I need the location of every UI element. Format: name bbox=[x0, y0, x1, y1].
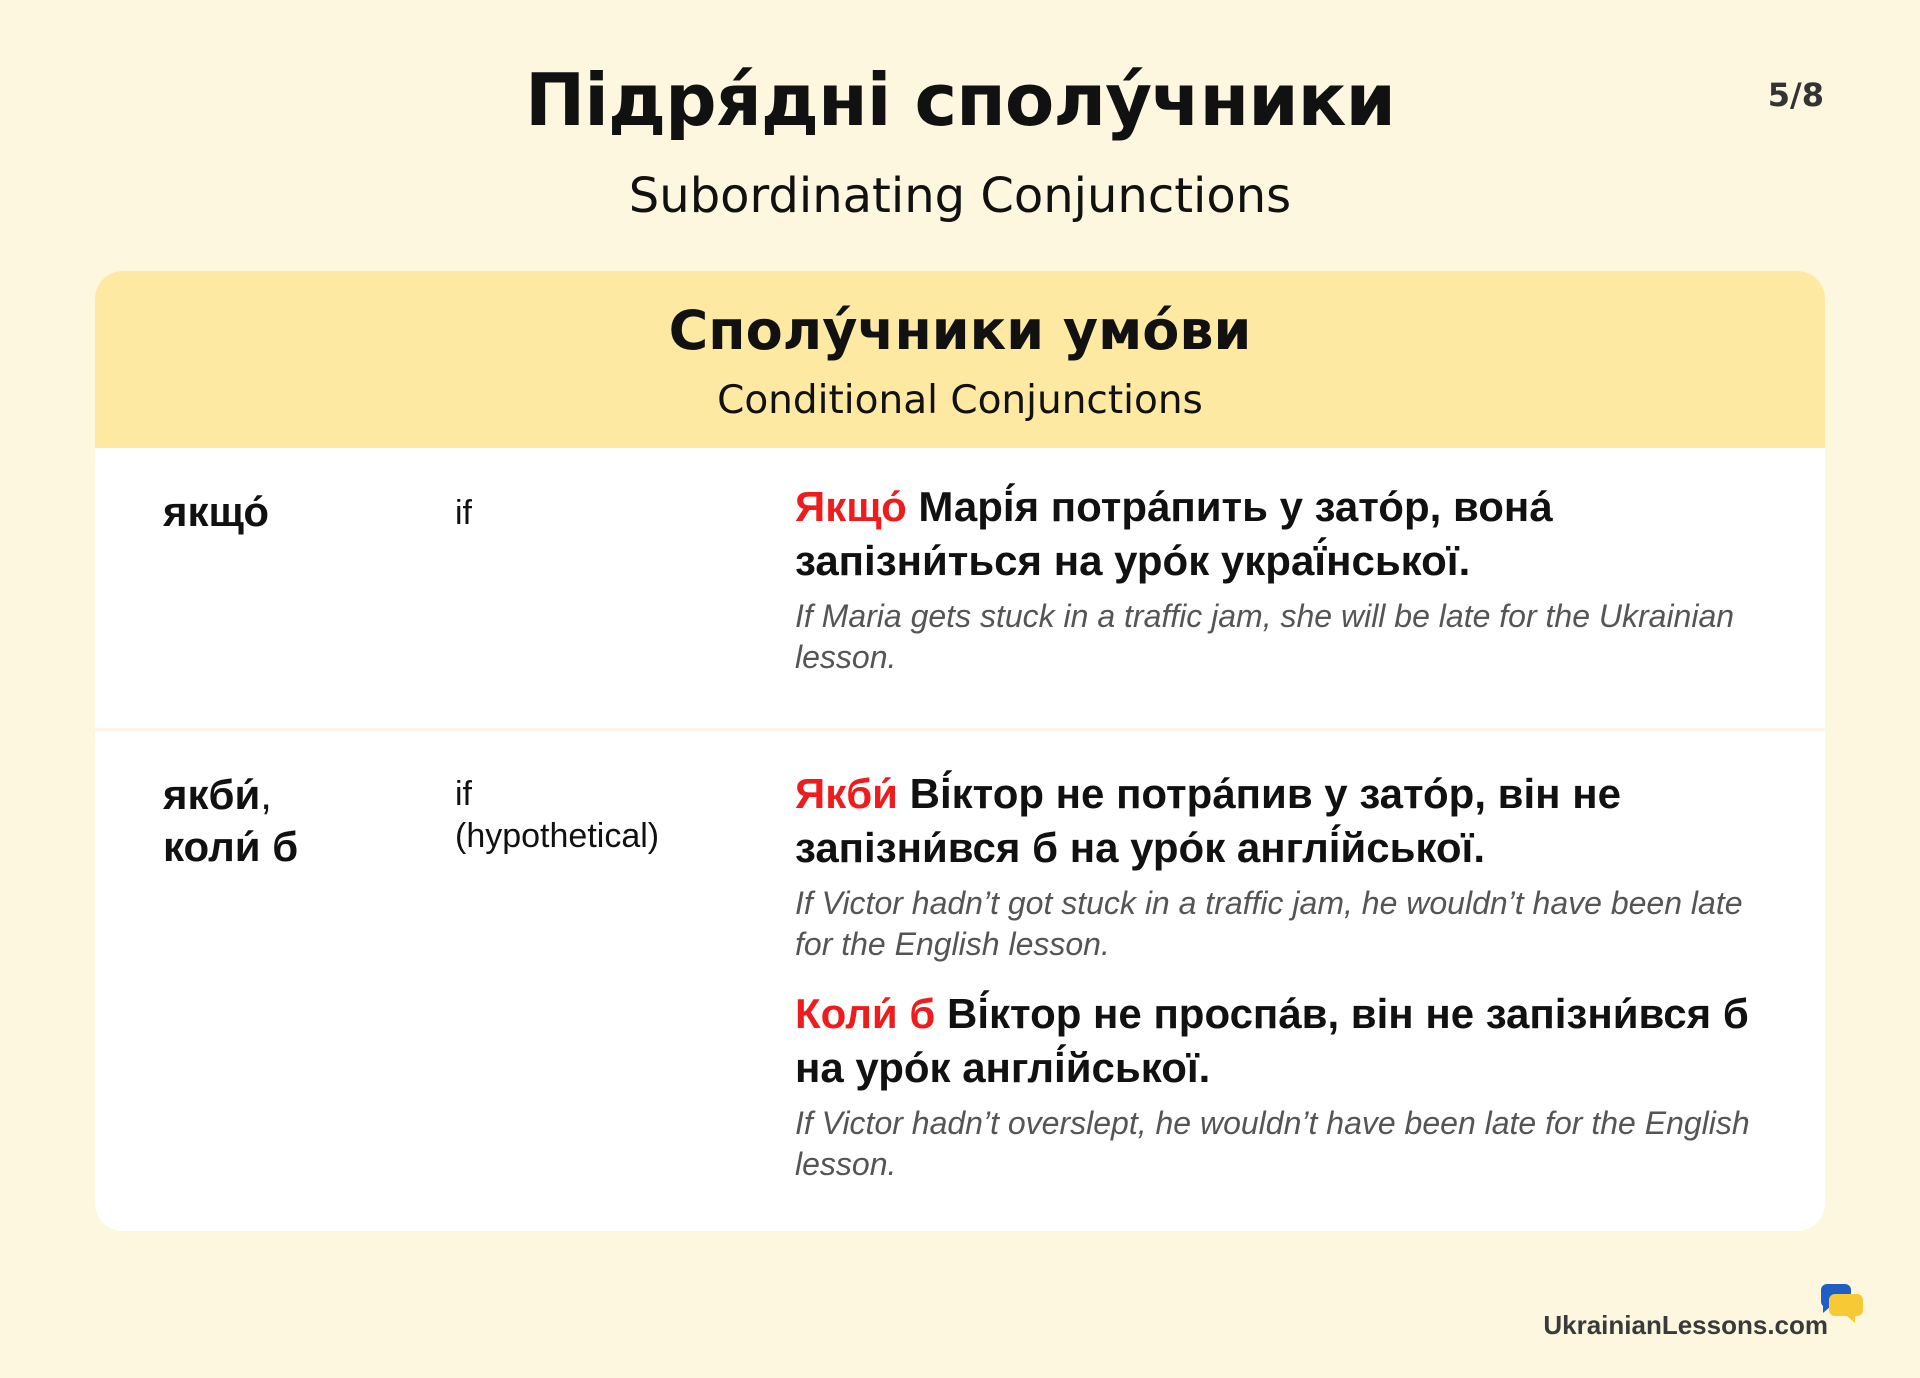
gloss-text-2: (hypothetical) bbox=[455, 817, 660, 855]
brand-link[interactable]: UkrainianLessons.com bbox=[1543, 1310, 1828, 1340]
examples bbox=[795, 480, 1755, 696]
gloss-text: if bbox=[455, 775, 472, 813]
card-subtitle: Conditional Conjunctions bbox=[717, 378, 1203, 423]
conjunction-term bbox=[163, 486, 269, 538]
term-text: якби́ bbox=[163, 771, 261, 818]
card-title: Сполу́чники умо́ви bbox=[668, 299, 1252, 362]
conjunction-term bbox=[163, 769, 298, 873]
example-sentence bbox=[795, 480, 1755, 588]
speech-bubble-yellow bbox=[1829, 1294, 1863, 1323]
conjunction-card bbox=[95, 271, 1825, 1231]
card-header bbox=[95, 271, 1825, 448]
examples bbox=[795, 767, 1755, 1203]
page-title: Підря́дні сполу́чники bbox=[525, 58, 1395, 142]
example-item bbox=[795, 767, 1755, 965]
page-subtitle: Subordinating Conjunctions bbox=[628, 168, 1292, 224]
table-row bbox=[95, 448, 1825, 731]
term-separator: , bbox=[260, 771, 272, 818]
example-translation: If Victor hadn’t got stuck in a traffic jam, he wouldn’t have been late for the English lesson. bbox=[795, 885, 1743, 962]
highlighted-conjunction: Коли́ б bbox=[795, 990, 936, 1037]
term-text: якщо́ bbox=[163, 488, 270, 535]
highlighted-conjunction: Якби́ bbox=[795, 770, 898, 817]
term-text-2: коли́ б bbox=[163, 823, 299, 870]
highlighted-conjunction: Якщо́ bbox=[795, 483, 907, 530]
sentence-rest: Ві́ктор не потра́пив у зато́р, він не запізни́вся б на уро́к англі́йської. bbox=[795, 770, 1621, 871]
conjunction-gloss bbox=[455, 492, 472, 534]
example-sentence bbox=[795, 987, 1755, 1095]
example-item bbox=[795, 987, 1755, 1185]
sentence-rest: Марі́я потра́пить у зато́р, вона́ запізни́ться на уро́к украї́нської. bbox=[795, 483, 1553, 584]
table-row bbox=[95, 731, 1825, 1231]
page-number: 5/8 bbox=[1767, 76, 1824, 114]
example-translation: If Maria gets stuck in a traffic jam, she will be late for the Ukrainian lesson. bbox=[795, 598, 1735, 675]
sentence-rest: Ві́ктор не проспа́в, він не запізни́вся б на уро́к англі́йської. bbox=[795, 990, 1749, 1091]
example-translation: If Victor hadn’t overslept, he wouldn’t have been late for the English lesson. bbox=[795, 1105, 1750, 1182]
conjunction-gloss bbox=[455, 773, 659, 857]
example-sentence bbox=[795, 767, 1755, 875]
gloss-text: if bbox=[455, 494, 472, 532]
example-item bbox=[795, 480, 1755, 678]
